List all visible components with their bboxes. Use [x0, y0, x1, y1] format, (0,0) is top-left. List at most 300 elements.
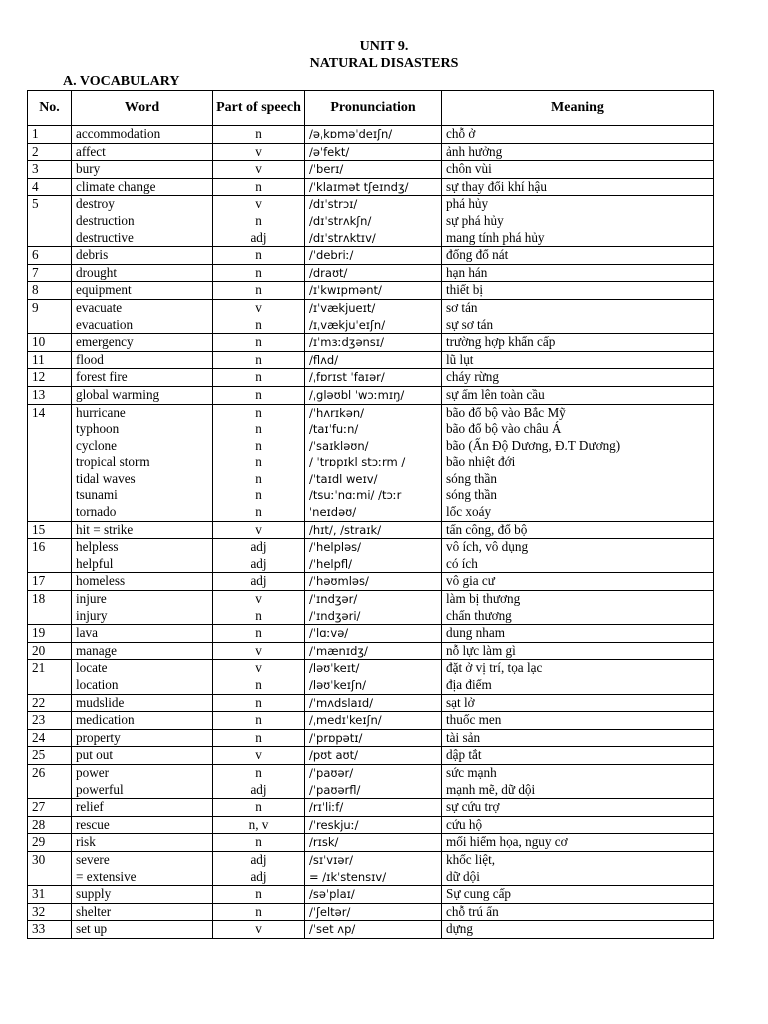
- cell-part-of-speech: [213, 834, 305, 852]
- cell-no: 21: [28, 660, 72, 694]
- table-row: [28, 386, 714, 404]
- cell-pronunciation: [305, 178, 442, 196]
- cell-pronunciation: [305, 799, 442, 817]
- cell-word: [72, 178, 213, 196]
- cell-word: [72, 196, 213, 247]
- cell-part-of-speech: [213, 747, 305, 765]
- pronunciation-text: /ləʊˈkeɪt/: [309, 661, 360, 676]
- meaning-text: sạt lở: [446, 694, 475, 710]
- part-of-speech-text: n: [255, 903, 262, 919]
- cell-pronunciation: [305, 351, 442, 369]
- part-of-speech-text: n: [255, 404, 262, 420]
- cell-word: [72, 539, 213, 573]
- table-row: [28, 161, 714, 179]
- cell-word: [72, 712, 213, 730]
- word-text: medication: [76, 712, 135, 728]
- pronunciation-text: /ɪˈvækjueɪt/: [309, 300, 376, 315]
- part-of-speech-text: v: [255, 747, 262, 763]
- cell-meaning: [442, 143, 714, 161]
- meaning-text: đặt ở vị trí, tọa lạc: [446, 660, 543, 676]
- pronunciation-text: /əˈfekt/: [309, 144, 350, 159]
- cell-no: 30: [28, 851, 72, 885]
- cell-no: 16: [28, 539, 72, 573]
- word-text: tsunami: [76, 487, 118, 503]
- part-of-speech-text: n: [255, 886, 262, 902]
- meaning-text: vô ích, vô dụng: [446, 539, 529, 555]
- word-text: helpful: [76, 555, 114, 571]
- cell-pronunciation: [305, 591, 442, 625]
- cell-meaning: [442, 591, 714, 625]
- table-header-row: [28, 91, 714, 126]
- cell-word: [72, 282, 213, 300]
- cell-no: 31: [28, 886, 72, 904]
- part-of-speech-text: n: [255, 504, 262, 520]
- cell-word: [72, 694, 213, 712]
- part-of-speech-text: v: [255, 196, 262, 212]
- cell-no: 2: [28, 143, 72, 161]
- meaning-text: tấn công, đổ bộ: [446, 521, 528, 537]
- table-row: [28, 334, 714, 352]
- pronunciation-text: /ˈsaɪkləʊn/: [309, 438, 369, 453]
- cell-word: [72, 729, 213, 747]
- cell-pronunciation: [305, 521, 442, 539]
- cell-part-of-speech: [213, 694, 305, 712]
- cell-no: 13: [28, 386, 72, 404]
- cell-word: [72, 161, 213, 179]
- meaning-text: dung nham: [446, 625, 505, 641]
- cell-part-of-speech: [213, 264, 305, 282]
- word-text: destroy: [76, 196, 115, 212]
- word-text: supply: [76, 886, 112, 902]
- table-row: [28, 143, 714, 161]
- cell-meaning: [442, 178, 714, 196]
- word-text: typhoon: [76, 421, 120, 437]
- meaning-text: bão đổ bộ vào châu Á: [446, 421, 562, 437]
- cell-no: 33: [28, 921, 72, 939]
- pronunciation-text: /ˈɪndʒəri/: [309, 608, 361, 623]
- cell-word: [72, 521, 213, 539]
- part-of-speech-text: adj: [250, 868, 267, 884]
- pronunciation-text: = /ɪkˈstensɪv/: [309, 869, 387, 884]
- cell-pronunciation: [305, 126, 442, 144]
- table-row: [28, 694, 714, 712]
- pronunciation-text: /ˌgləʊbl ˈwɔːmɪŋ/: [309, 387, 405, 402]
- part-of-speech-text: n: [255, 677, 262, 692]
- cell-part-of-speech: [213, 729, 305, 747]
- word-text: evacuate: [76, 299, 123, 315]
- table-row: [28, 886, 714, 904]
- cell-part-of-speech: [213, 282, 305, 300]
- cell-word: [72, 143, 213, 161]
- cell-word: [72, 660, 213, 694]
- part-of-speech-text: v: [255, 143, 262, 159]
- pronunciation-text: /ˈpaʊərfl/: [309, 782, 361, 797]
- meaning-text: đống đổ nát: [446, 247, 509, 263]
- word-text: affect: [76, 143, 106, 159]
- part-of-speech-text: n: [255, 729, 262, 745]
- pronunciation-text: /ˈɪndʒər/: [309, 592, 358, 607]
- part-of-speech-text: v: [255, 591, 262, 607]
- table-row: [28, 642, 714, 660]
- meaning-text: dữ dội: [446, 868, 480, 884]
- table-row: [28, 404, 714, 521]
- cell-meaning: [442, 625, 714, 643]
- part-of-speech-text: adj: [250, 555, 267, 571]
- part-of-speech-text: n: [255, 437, 262, 453]
- cell-no: 9: [28, 299, 72, 333]
- cell-pronunciation: [305, 642, 442, 660]
- cell-part-of-speech: [213, 369, 305, 387]
- cell-pronunciation: [305, 886, 442, 904]
- header-part-of-speech: Part of speech: [213, 91, 305, 126]
- cell-word: [72, 903, 213, 921]
- pronunciation-text: /ˈberɪ/: [309, 162, 344, 177]
- cell-meaning: [442, 386, 714, 404]
- word-text: set up: [76, 921, 108, 937]
- cell-pronunciation: [305, 161, 442, 179]
- meaning-text: sự phá hủy: [446, 212, 504, 228]
- cell-part-of-speech: [213, 591, 305, 625]
- cell-word: [72, 299, 213, 333]
- pronunciation-text: /ˈklaɪmət tʃeɪndʒ/: [309, 179, 409, 194]
- part-of-speech-text: n: [255, 470, 262, 486]
- table-row: [28, 712, 714, 730]
- cell-word: [72, 404, 213, 521]
- pronunciation-text: /flʌd/: [309, 352, 339, 367]
- word-text: shelter: [76, 903, 112, 919]
- cell-meaning: [442, 299, 714, 333]
- cell-no: 4: [28, 178, 72, 196]
- cell-meaning: [442, 539, 714, 573]
- pronunciation-text: /ˈhʌrɪkən/: [309, 405, 365, 420]
- table-row: [28, 625, 714, 643]
- cell-part-of-speech: [213, 764, 305, 798]
- cell-no: 1: [28, 126, 72, 144]
- cell-word: [72, 126, 213, 144]
- table-row: [28, 247, 714, 265]
- meaning-text: chôn vùi: [446, 161, 492, 177]
- pronunciation-text: /dɪˈstrɔɪ/: [309, 197, 358, 212]
- cell-no: 17: [28, 573, 72, 591]
- cell-word: [72, 816, 213, 834]
- word-text: hit = strike: [76, 521, 134, 537]
- cell-pronunciation: [305, 196, 442, 247]
- header-pronunciation: Pronunciation: [305, 91, 442, 126]
- topic-title: NATURAL DISASTERS: [309, 56, 459, 71]
- header-meaning: Meaning: [442, 91, 714, 126]
- cell-no: 6: [28, 247, 72, 265]
- cell-pronunciation: [305, 712, 442, 730]
- part-of-speech-text: adj: [250, 539, 267, 555]
- word-text: mudslide: [76, 694, 125, 710]
- cell-pronunciation: [305, 143, 442, 161]
- word-text: property: [76, 729, 121, 745]
- word-text: locate: [76, 660, 108, 676]
- meaning-text: cháy rừng: [446, 369, 499, 385]
- pronunciation-text: /taɪˈfuːn/: [309, 422, 359, 437]
- pronunciation-text: /ˈhelpləs/: [309, 540, 362, 555]
- part-of-speech-text: v: [255, 660, 262, 676]
- word-text: lava: [76, 625, 98, 641]
- pronunciation-text: /ɪˌvækjuˈeɪʃn/: [309, 317, 386, 332]
- pronunciation-text: /ɪˈmɜːdʒənsɪ/: [309, 335, 384, 350]
- part-of-speech-text: n: [255, 694, 262, 710]
- cell-pronunciation: [305, 264, 442, 282]
- part-of-speech-text: n, v: [248, 816, 269, 832]
- part-of-speech-text: v: [255, 521, 262, 537]
- cell-no: 28: [28, 816, 72, 834]
- cell-part-of-speech: [213, 903, 305, 921]
- table-row: [28, 178, 714, 196]
- pronunciation-text: /ˈpaʊər/: [309, 765, 354, 780]
- meaning-text: lũ lụt: [446, 351, 474, 367]
- table-row: [28, 729, 714, 747]
- pronunciation-text: /hɪt/, /straɪk/: [309, 522, 382, 537]
- cell-meaning: [442, 126, 714, 144]
- meaning-text: dập tắt: [446, 747, 482, 763]
- cell-meaning: [442, 712, 714, 730]
- cell-meaning: [442, 282, 714, 300]
- word-text: rescue: [76, 816, 110, 832]
- cell-part-of-speech: [213, 386, 305, 404]
- cell-meaning: [442, 351, 714, 369]
- pronunciation-text: /ˈʃeltər/: [309, 904, 351, 919]
- meaning-text: vô gia cư: [446, 573, 495, 589]
- table-row: [28, 196, 714, 247]
- meaning-text: chấn thương: [446, 607, 512, 623]
- cell-meaning: [442, 834, 714, 852]
- table-row: [28, 521, 714, 539]
- part-of-speech-text: n: [255, 178, 262, 194]
- section-heading: A. VOCABULARY: [63, 74, 180, 89]
- word-text: forest fire: [76, 369, 128, 385]
- part-of-speech-text: n: [255, 799, 262, 815]
- cell-part-of-speech: [213, 196, 305, 247]
- word-text: hurricane: [76, 404, 126, 420]
- cell-meaning: [442, 161, 714, 179]
- pronunciation-text: /səˈplaɪ/: [309, 887, 355, 902]
- cell-word: [72, 247, 213, 265]
- part-of-speech-text: n: [255, 247, 262, 263]
- cell-part-of-speech: [213, 334, 305, 352]
- meaning-text: sự cứu trợ: [446, 799, 500, 815]
- part-of-speech-text: n: [255, 421, 262, 437]
- cell-part-of-speech: [213, 816, 305, 834]
- cell-part-of-speech: [213, 247, 305, 265]
- cell-word: [72, 264, 213, 282]
- meaning-text: sự thay đổi khí hậu: [446, 178, 547, 194]
- cell-no: 22: [28, 694, 72, 712]
- meaning-text: trường hợp khẩn cấp: [446, 334, 556, 350]
- table-row: [28, 921, 714, 939]
- pronunciation-text: /rɪsk/: [309, 835, 339, 850]
- part-of-speech-text: n: [255, 369, 262, 385]
- cell-no: 12: [28, 369, 72, 387]
- pronunciation-text: /ˈlɑːvə/: [309, 626, 349, 641]
- meaning-text: lốc xoáy: [446, 504, 492, 520]
- part-of-speech-text: n: [255, 386, 262, 402]
- unit-title: UNIT 9.: [359, 39, 409, 54]
- pronunciation-text: /dɪˈstrʌkʃn/: [309, 213, 372, 228]
- pronunciation-text: /ɪˈkwɪpmənt/: [309, 283, 382, 298]
- cell-word: [72, 834, 213, 852]
- meaning-text: bão (Ấn Độ Dương, Đ.T Dương): [446, 437, 621, 453]
- cell-meaning: [442, 521, 714, 539]
- meaning-text: thiết bị: [446, 282, 483, 298]
- pronunciation-text: /ˈhelpfl/: [309, 556, 353, 571]
- cell-pronunciation: [305, 404, 442, 521]
- cell-pronunciation: [305, 539, 442, 573]
- pronunciation-text: /tsuːˈnɑːmi/ /tɔːr: [309, 488, 402, 503]
- word-text: evacuation: [76, 316, 134, 332]
- cell-meaning: [442, 660, 714, 694]
- cell-no: 20: [28, 642, 72, 660]
- cell-no: 27: [28, 799, 72, 817]
- cell-part-of-speech: [213, 178, 305, 196]
- part-of-speech-text: n: [255, 212, 262, 228]
- cell-pronunciation: [305, 816, 442, 834]
- pronunciation-text: /ˈhəʊmləs/: [309, 574, 369, 589]
- meaning-text: địa điểm: [446, 677, 492, 692]
- word-text: injure: [76, 591, 107, 607]
- part-of-speech-text: v: [255, 161, 262, 177]
- cell-meaning: [442, 921, 714, 939]
- header-word: Word: [72, 91, 213, 126]
- cell-part-of-speech: [213, 539, 305, 573]
- table-row: [28, 299, 714, 333]
- part-of-speech-text: adj: [250, 573, 267, 589]
- cell-word: [72, 642, 213, 660]
- cell-part-of-speech: [213, 126, 305, 144]
- cell-no: 8: [28, 282, 72, 300]
- part-of-speech-text: v: [255, 642, 262, 658]
- cell-pronunciation: [305, 247, 442, 265]
- table-row: [28, 282, 714, 300]
- cell-meaning: [442, 886, 714, 904]
- cell-pronunciation: [305, 299, 442, 333]
- table-row: [28, 591, 714, 625]
- cell-word: [72, 625, 213, 643]
- table-row: [28, 799, 714, 817]
- cell-pronunciation: [305, 386, 442, 404]
- cell-part-of-speech: [213, 921, 305, 939]
- meaning-text: sóng thần: [446, 470, 497, 486]
- pronunciation-text: /rɪˈliːf/: [309, 800, 344, 815]
- cell-meaning: [442, 851, 714, 885]
- cell-meaning: [442, 903, 714, 921]
- cell-meaning: [442, 816, 714, 834]
- cell-pronunciation: [305, 369, 442, 387]
- cell-word: [72, 799, 213, 817]
- cell-meaning: [442, 369, 714, 387]
- part-of-speech-text: n: [255, 264, 262, 280]
- word-text: tidal waves: [76, 470, 136, 486]
- pronunciation-text: /sɪˈvɪər/: [309, 852, 354, 867]
- meaning-text: cứu hộ: [446, 816, 483, 832]
- word-text: climate change: [76, 178, 156, 194]
- meaning-text: sự ấm lên toàn cầu: [446, 386, 545, 402]
- pronunciation-text: /ˈmʌdslaɪd/: [309, 695, 374, 710]
- meaning-text: phá hủy: [446, 196, 489, 212]
- word-text: helpless: [76, 539, 119, 555]
- cell-no: 3: [28, 161, 72, 179]
- word-text: injury: [76, 607, 108, 623]
- cell-no: 29: [28, 834, 72, 852]
- meaning-text: sóng thần: [446, 487, 497, 503]
- word-text: tropical storm: [76, 454, 150, 470]
- cell-no: 11: [28, 351, 72, 369]
- cell-word: [72, 764, 213, 798]
- cell-pronunciation: [305, 921, 442, 939]
- cell-pronunciation: [305, 573, 442, 591]
- word-text: global warming: [76, 386, 160, 402]
- cell-word: [72, 386, 213, 404]
- cell-part-of-speech: [213, 521, 305, 539]
- cell-meaning: [442, 642, 714, 660]
- meaning-text: chỗ trú ẩn: [446, 903, 499, 919]
- cell-pronunciation: [305, 747, 442, 765]
- part-of-speech-text: n: [255, 454, 262, 470]
- cell-meaning: [442, 764, 714, 798]
- meaning-text: khốc liệt,: [446, 851, 496, 867]
- word-text: bury: [76, 161, 101, 177]
- cell-meaning: [442, 747, 714, 765]
- cell-part-of-speech: [213, 404, 305, 521]
- word-text: powerful: [76, 781, 124, 797]
- cell-meaning: [442, 334, 714, 352]
- cell-part-of-speech: [213, 851, 305, 885]
- part-of-speech-text: n: [255, 487, 262, 503]
- cell-meaning: [442, 573, 714, 591]
- meaning-text: hạn hán: [446, 264, 488, 280]
- cell-meaning: [442, 247, 714, 265]
- word-text: homeless: [76, 573, 126, 589]
- table-row: [28, 903, 714, 921]
- word-text: severe: [76, 851, 110, 867]
- cell-part-of-speech: [213, 799, 305, 817]
- cell-meaning: [442, 694, 714, 712]
- cell-word: [72, 351, 213, 369]
- part-of-speech-text: adj: [250, 229, 267, 245]
- pronunciation-text: /ˌmedɪˈkeɪʃn/: [309, 713, 382, 728]
- cell-word: [72, 851, 213, 885]
- meaning-text: làm bị thương: [446, 591, 521, 607]
- cell-no: 26: [28, 764, 72, 798]
- cell-pronunciation: [305, 625, 442, 643]
- table-row: [28, 264, 714, 282]
- cell-pronunciation: [305, 660, 442, 694]
- cell-word: [72, 334, 213, 352]
- table-row: [28, 126, 714, 144]
- cell-part-of-speech: [213, 573, 305, 591]
- meaning-text: sơ tán: [446, 299, 478, 315]
- word-text: cyclone: [76, 437, 118, 453]
- cell-word: [72, 591, 213, 625]
- cell-no: 10: [28, 334, 72, 352]
- pronunciation-text: /ˈmænɪdʒ/: [309, 643, 368, 658]
- part-of-speech-text: n: [255, 126, 262, 141]
- pronunciation-text: /ˈdebriː/: [309, 248, 354, 263]
- cell-word: [72, 747, 213, 765]
- table-row: [28, 369, 714, 387]
- cell-pronunciation: [305, 694, 442, 712]
- word-text: power: [76, 764, 109, 780]
- cell-meaning: [442, 404, 714, 521]
- word-text: debris: [76, 247, 109, 263]
- word-text: risk: [76, 834, 96, 850]
- pronunciation-text: ˈneɪdəʊ/: [309, 505, 357, 520]
- cell-no: 14: [28, 404, 72, 521]
